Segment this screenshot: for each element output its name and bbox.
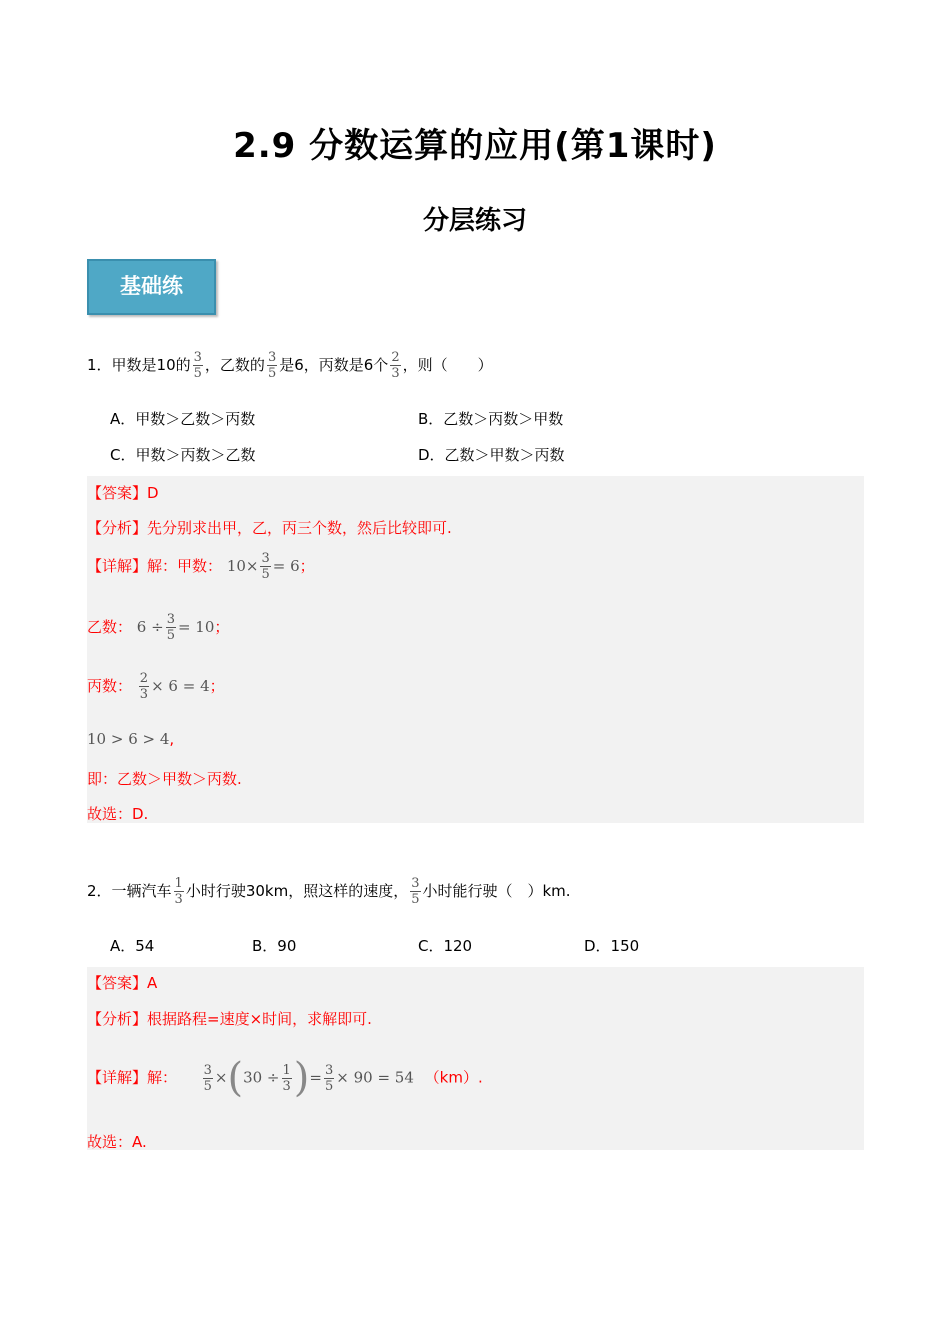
option-c: C．120 xyxy=(418,937,473,955)
option-a: A．54 xyxy=(110,937,155,955)
fraction: $\frac{1}{3}$ xyxy=(174,876,183,907)
question-1-text: 1．甲数是10的 xyxy=(87,356,191,374)
option-b: B．乙数＞丙数＞甲数 xyxy=(418,410,564,428)
analysis-line: 【分析】根据路程=速度×时间，求解即可. xyxy=(87,1010,372,1028)
page-subtitle: 分层练习 xyxy=(422,206,527,236)
choice-line: 故选：D. xyxy=(87,805,149,823)
fraction: $\frac{3}{5}$ xyxy=(411,876,420,907)
option-d: D．乙数＞甲数＞丙数 xyxy=(418,446,565,464)
question-2: 2．一辆汽车 $\frac{1}{3}$ 小时行驶30km，照这样的速度， $\frac{3}{5}$ 小时能行驶（ ）km. xyxy=(87,876,571,907)
page-title: 2.9 分数运算的应用(第1课时) xyxy=(233,126,717,166)
analysis-line: 【分析】先分别求出甲，乙，丙三个数，然后比较即可. xyxy=(87,519,452,537)
detail-line-4: 10 > 6 > 4, xyxy=(87,730,175,748)
answer-line: 【答案】A xyxy=(87,974,158,992)
detail-line: 【详解】解：甲数： 10× $\frac{3}{5}$ = 6； xyxy=(87,551,315,582)
option-c: C．甲数＞丙数＞乙数 xyxy=(110,446,256,464)
fraction: $\frac{2}{3}$ xyxy=(391,350,400,381)
section-badge: 基础练 xyxy=(87,259,216,315)
detail-line-3: 丙数： $\frac{2}{3}$ × 6 = 4； xyxy=(87,671,225,702)
fraction: $\frac{3}{5}$ xyxy=(267,350,277,381)
option-d: D．150 xyxy=(584,937,640,955)
choice-line: 故选：A. xyxy=(87,1133,147,1151)
option-a: A．甲数＞乙数＞丙数 xyxy=(110,410,256,428)
detail-line-2: 乙数： 6 ÷ $\frac{3}{5}$ = 10； xyxy=(87,612,230,643)
detail-line: 【详解】解： $\frac{3}{5}$ ×(30 ÷ $\frac{1}{3}$ )= $\frac{3}{5}$ × 90 = 54 （km）. xyxy=(87,1055,483,1101)
option-b: B．90 xyxy=(252,937,297,955)
answer-line: 【答案】D xyxy=(87,484,159,502)
question-1: 1．甲数是10的 $\frac{3}{5}$ ，乙数的 $\frac{3}{5}$ 是6，丙数是6个 $\frac{2}{3}$ ，则（ ） xyxy=(87,350,493,381)
fraction: $\frac{3}{5}$ xyxy=(193,350,202,381)
conclusion-line: 即：乙数＞甲数＞丙数. xyxy=(87,770,242,788)
